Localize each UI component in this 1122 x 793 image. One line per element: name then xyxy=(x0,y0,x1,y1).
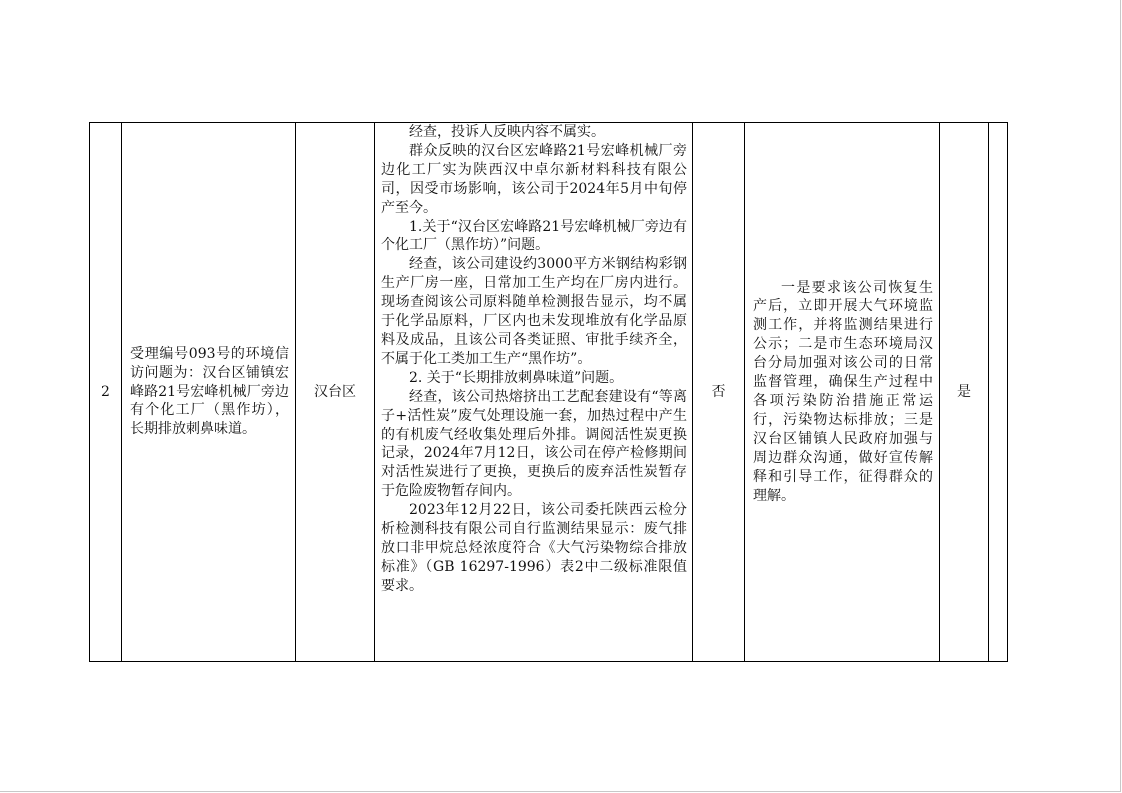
remediation-measures-cell: 一是要求该公司恢复生产后，立即开展大气环境监测工作，并将监测结果进行公示；二是市生态环境局汉台分局加强对该公司的日常监督管理，确保生产过程中各项污染防治措施正常运行，污染物达标排放；三是汉台区铺镇人民政府加强与周边群众沟通，做好宣传解释和引导工作，征得群众的理解。 xyxy=(745,123,940,662)
findings-paragraph: 1.关于“汉台区宏峰路21号宏峰机械厂旁边有个化工厂（黑作坊）”问题。 xyxy=(381,218,687,254)
findings-paragraph: 2023年12月22日，该公司委托陕西云检分析检测科技有限公司自行监测结果显示：废气排放口非甲烷总烃浓度符合《大气污染物综合排放标准》（GB 16297-1996）表2中二级标准限值要求。 xyxy=(381,502,687,594)
table-row xyxy=(90,123,1008,662)
accountability-cell xyxy=(989,123,1008,662)
findings-paragraph: 2. 关于“长期排放刺鼻味道”问题。 xyxy=(409,369,624,386)
findings-paragraph: 经查，投诉人反映内容不属实。 xyxy=(409,124,605,140)
findings-paragraph: 经查，该公司热熔挤出工艺配套建设有“等离子+活性炭”废气处理设施一套，加热过程中产生的有机废气经收集处理后外排。调阅活性炭更换记录，2024年7月12日，该公司在停产检修期间对活性炭进行了更换，更换后的废弃活性炭暂存于危险废物暂存间内。 xyxy=(381,388,687,500)
findings-paragraph: 群众反映的汉台区宏峰路21号宏峰机械厂旁边化工厂实为陕西汉中卓尔新材料科技有限公司，因受市场影响，该公司于2024年5月中旬停产至今。 xyxy=(381,142,687,216)
findings-paragraph: 经查，该公司建设约3000平方米钢结构彩钢生产厂房一座，日常加工生产均在厂房内进行。现场查阅该公司原料随单检测报告显示，均不属于化学品原料，厂区内也未发现堆放有化学品原料及成品，且该公司各类证照、审批手续齐全，不属于化工类加工生产“黑作坊”。 xyxy=(381,256,687,367)
completed-cell: 是 xyxy=(940,123,989,662)
investigation-findings-cell xyxy=(375,123,693,662)
issue-description-cell: 受理编号093号的环境信访问题为：汉台区铺镇宏峰路21号宏峰机械厂旁边有个化工厂（黑作坊），长期排放刺鼻味道。 xyxy=(122,123,296,662)
complaint-table xyxy=(89,122,1008,662)
substantiated-cell: 否 xyxy=(693,123,745,662)
district-cell: 汉台区 xyxy=(296,123,375,662)
row-index-cell: 2 xyxy=(90,123,122,662)
